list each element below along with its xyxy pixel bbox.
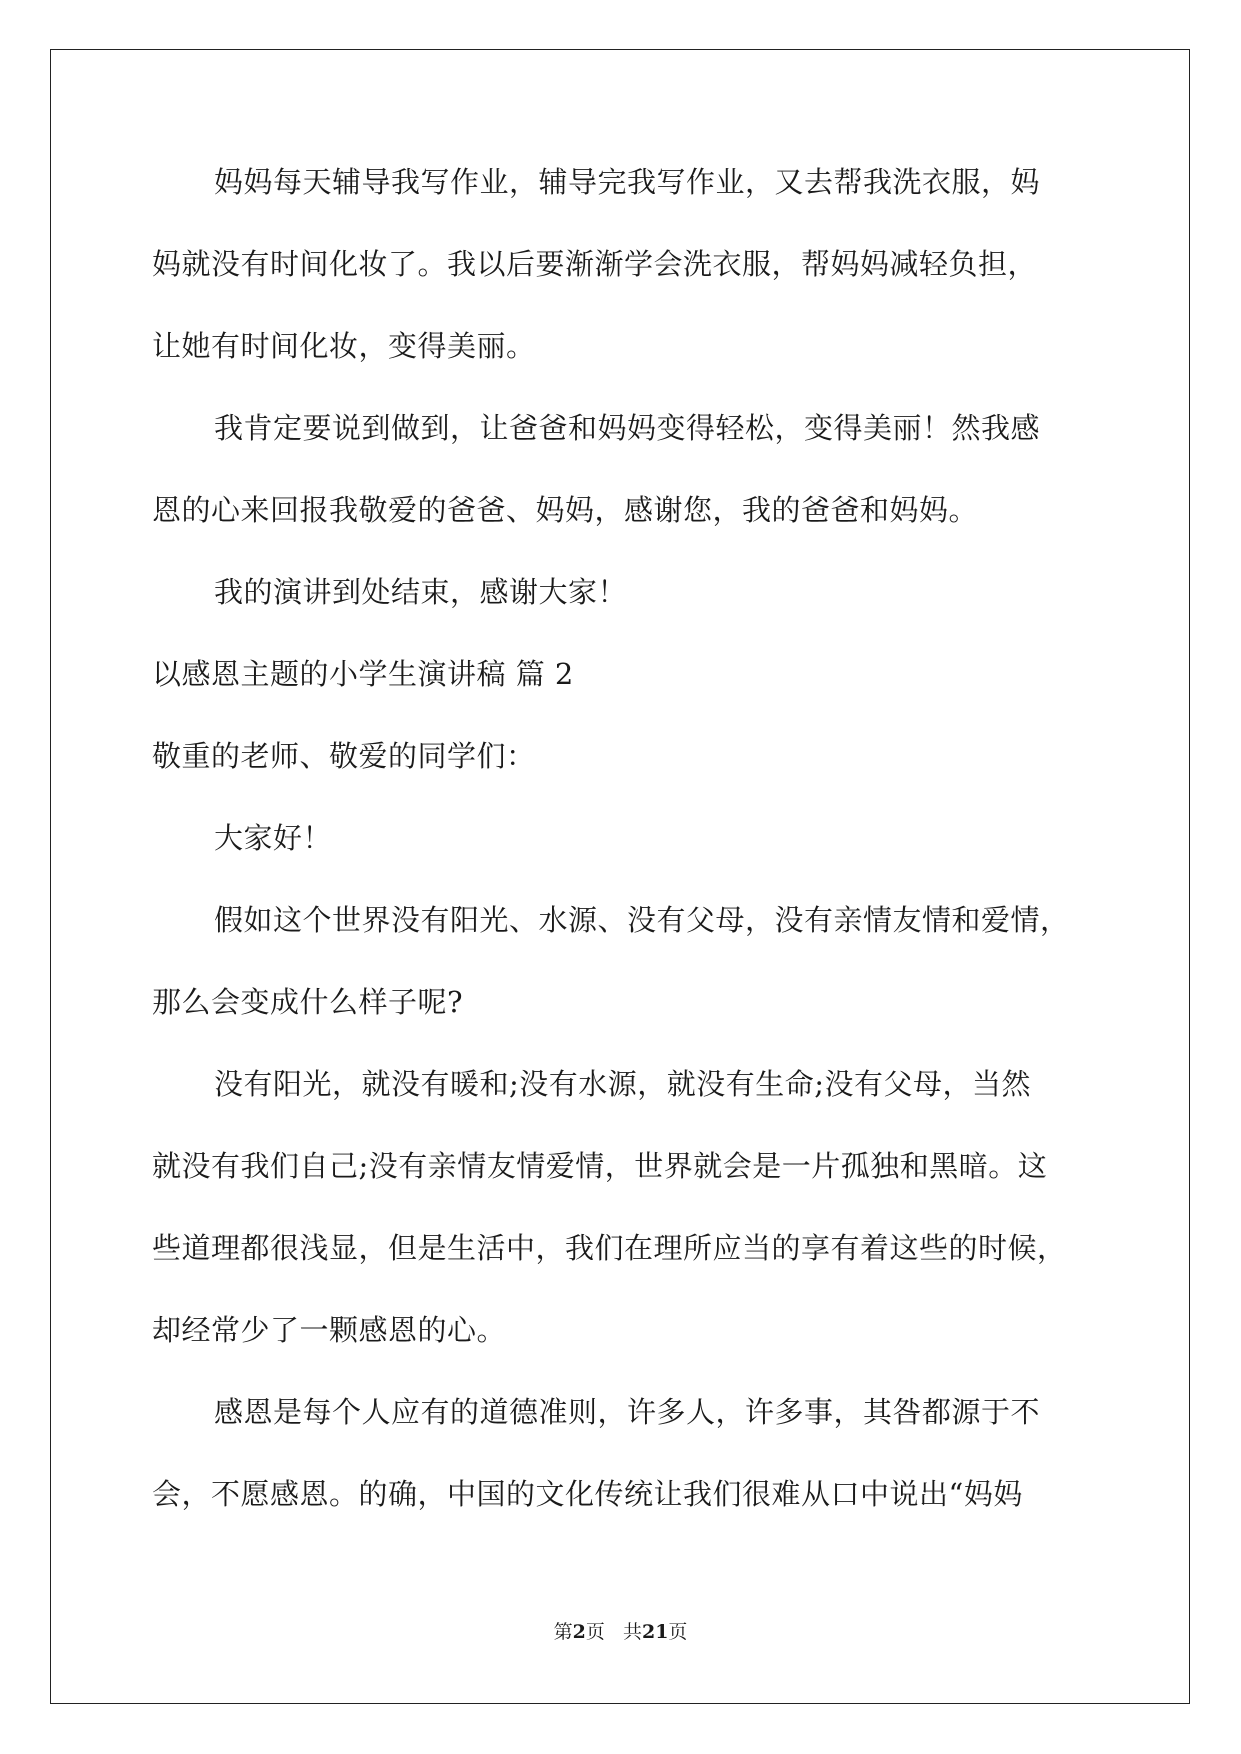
greeting: 大家好！ [214,821,333,855]
salutation: 敬重的老师、敬爱的同学们： [152,739,536,773]
paragraph-line: 我肯定要说到做到，让爸爸和妈妈变得轻松，变得美丽！然我感 [214,411,1041,445]
paragraph-line: 感恩是每个人应有的道德准则，许多人，许多事，其咎都源于不 [214,1395,1041,1429]
section-heading: 以感恩主题的小学生演讲稿 篇 2 [152,657,574,691]
footer-page-suffix: 页 [585,1621,605,1643]
paragraph-line: 没有阳光，就没有暖和;没有水源，就没有生命;没有父母，当然 [214,1067,1032,1101]
page-border [50,49,1190,1704]
paragraph-line: 假如这个世界没有阳光、水源、没有父母，没有亲情友情和爱情， [214,903,1070,937]
footer-total-prefix: 共 [622,1621,642,1643]
paragraph-line: 妈妈每天辅导我写作业，辅导完我写作业，又去帮我洗衣服，妈 [214,165,1041,199]
paragraph-line: 些道理都很浅显，但是生活中，我们在理所应当的享有着这些的时候， [152,1231,1067,1265]
paragraph-line: 那么会变成什么样子呢? [152,985,464,1019]
paragraph-line: 会，不愿感恩。的确，中国的文化传统让我们很难从口中说出“妈妈 [152,1477,1023,1511]
paragraph-line: 就没有我们自己;没有亲情友情爱情，世界就会是一片孤独和黑暗。这 [152,1149,1048,1183]
footer-total-suffix: 页 [668,1621,688,1643]
footer-page-number: 2 [572,1621,586,1643]
paragraph-line: 我的演讲到处结束，感谢大家！ [214,575,628,609]
footer-page-prefix: 第 [553,1621,573,1643]
page-footer [0,1620,1241,1644]
paragraph-line: 妈就没有时间化妆了。我以后要渐渐学会洗衣服，帮妈妈减轻负担， [152,247,1038,281]
paragraph-line: 让她有时间化妆，变得美丽。 [152,329,536,363]
paragraph-line: 却经常少了一颗感恩的心。 [152,1313,507,1347]
footer-total-number: 21 [641,1621,669,1643]
paragraph-line: 恩的心来回报我敬爱的爸爸、妈妈，感谢您，我的爸爸和妈妈。 [152,493,979,527]
